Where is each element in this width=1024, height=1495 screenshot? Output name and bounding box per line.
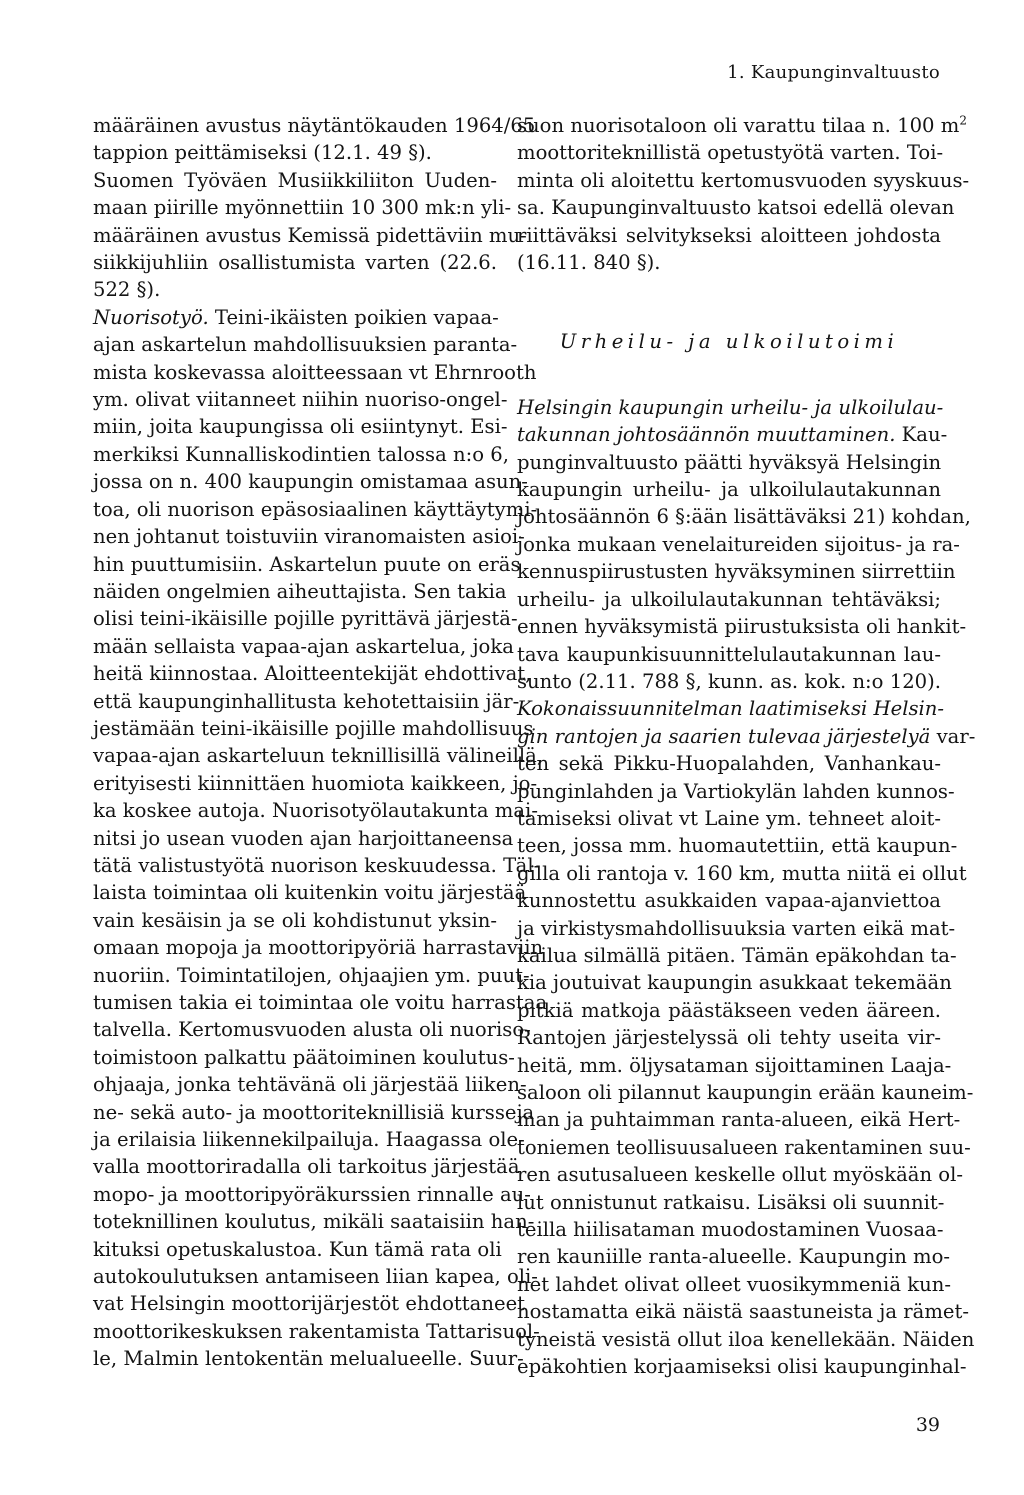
- text-line: urheilu- ja ulkoilulautakunnan tehtäväksi;: [517, 587, 941, 611]
- text-line: toa, oli nuorison epäsosiaalinen käyttäytymi-: [93, 497, 538, 521]
- text-line: kia joutuivat kaupungin asukkaat tekemään: [517, 971, 952, 995]
- running-header: 1. Kaupunginvaltuusto: [727, 62, 940, 83]
- text-line: maan piirille myönnettiin 10 300 mk:n yli-: [93, 196, 512, 220]
- text-line: toniemen teollisuusalueen rakentaminen suu-: [517, 1135, 971, 1159]
- text-line: siikkijuhliin osallistumista varten (22.6.: [93, 251, 497, 275]
- text-line: ja erilaisia liikennekilpailuja. Haagassa ole-: [93, 1128, 525, 1152]
- text-line: jossa on n. 400 kaupungin omistamaa asun-: [93, 470, 528, 494]
- text-line: laista toimintaa oli kuitenkin voitu järjestää: [93, 881, 527, 905]
- text-line: merkiksi Kunnalliskodintien talossa n:o 6,: [93, 442, 509, 466]
- text-line: ka koskee autoja. Nuorisotyölautakunta mai-: [93, 799, 538, 823]
- text-line: nen johtanut toistuviin viranomaisten asioi-: [93, 525, 525, 549]
- text-line: jonka mukaan venelaitureiden sijoitus- ja ra-: [517, 532, 960, 556]
- left-column: [93, 112, 548, 1373]
- text-line: tumisen takia ei toimintaa ole voitu harrastaa: [93, 991, 548, 1014]
- text-line: tyneistä vesistä ollut iloa kenellekään. Näiden: [517, 1327, 975, 1351]
- text-line: tätä valistustyötä nuorison keskuudessa. Täl-: [93, 853, 541, 877]
- text-line: (16.11. 840 §).: [517, 251, 661, 275]
- text-line: kituksi opetuskalustoa. Kun tämä rata oli: [93, 1237, 502, 1261]
- text-line: minta oli aloitettu kertomusvuoden syyskuus-: [517, 168, 970, 192]
- italic-title: Kokonaissuunnitelman laatimiseksi Helsin-: [517, 697, 945, 721]
- text-line: ten sekä Pikku-Huopalahden, Vanhankau-: [517, 752, 941, 776]
- text-line: nostamatta eikä näistä saastuneista ja rämet-: [517, 1300, 969, 1324]
- text-line: [517, 112, 967, 139]
- text-line: hin puuttumisiin. Askartelun puute on eräs: [93, 552, 521, 576]
- text-line: ohjaaja, jonka tehtävänä oli järjestää liiken-: [93, 1073, 527, 1097]
- subsection-label-nuorisotyo: Nuorisotyö.: [93, 305, 209, 329]
- text-line: teilla hiilisataman muodostaminen Vuosaa-: [517, 1218, 944, 1242]
- text-line: toimistoon palkattu päätoiminen koulutus-: [93, 1045, 515, 1069]
- text-line: vat Helsingin moottorijärjestöt ehdottaneet: [93, 1292, 526, 1316]
- text-line: [517, 723, 976, 750]
- text-line: net lahdet olivat olleet vuosikymmeniä kun-: [517, 1272, 951, 1296]
- spacer: [517, 356, 941, 394]
- section-heading: Urheilu- ja ulkoilutoimi: [559, 330, 899, 354]
- text-line: miin, joita kaupungissa oli esiintynyt. Esi-: [93, 415, 508, 439]
- text-line: ren asutusalueen keskelle ollut myöskään ol-: [517, 1163, 963, 1187]
- text-line: riittäväksi selvitykseksi aloitteen johdosta: [517, 223, 941, 247]
- text-line: 522 §).: [93, 278, 161, 302]
- italic-title: Helsingin kaupungin urheilu- ja ulkoilulau-: [517, 395, 944, 419]
- text-line: valla moottoriradalla oli tarkoitus järjestää: [93, 1155, 520, 1179]
- text-line: näiden ongelmien aiheuttajista. Sen takia: [93, 579, 507, 603]
- text-line: sa. Kaupunginvaltuusto katsoi edellä olevan: [517, 196, 955, 220]
- text-line: toteknillinen koulutus, mikäli saataisiin han-: [93, 1210, 535, 1234]
- text-line: talvella. Kertomusvuoden alusta oli nuoriso-: [93, 1018, 531, 1042]
- text-fragment: Kau-: [901, 423, 948, 447]
- text-line: heitä, mm. öljysataman sijoittaminen Laaja-: [517, 1053, 952, 1077]
- text-line: ren kauniille ranta-alueelle. Kaupungin mo-: [517, 1245, 951, 1269]
- text-line: kunnostettu asukkaiden vapaa-ajanviettoa: [517, 889, 941, 913]
- text-line: kailua silmällä pitäen. Tämän epäkohdan ta-: [517, 943, 957, 967]
- text-line: gilla oli rantoja v. 160 km, mutta niitä ei ollut: [517, 861, 967, 885]
- right-column: [517, 112, 976, 1380]
- italic-title: takunnan johtosäännön muuttaminen.: [517, 423, 896, 447]
- spacer: [517, 276, 941, 328]
- text-line: vapaa-ajan askarteluun teknillisillä välineillä,: [93, 744, 544, 768]
- text-line: tamiseksi olivat vt Laine ym. tehneet aloit-: [517, 806, 941, 830]
- text-line: erityisesti kiinnittäen huomiota kaikkeen, jo-: [93, 771, 538, 795]
- text-fragment: suon nuorisotaloon oli varattu tilaa n. 100 m: [517, 114, 960, 137]
- text-line: kennuspiirustusten hyväksyminen siirrettiin: [517, 560, 956, 584]
- text-line: nuoriin. Toimintatilojen, ohjaajien ym. puut-: [93, 963, 530, 987]
- text-line: [517, 421, 948, 448]
- text-line: omaan mopoja ja moottoripyöriä harrastaviin: [93, 936, 544, 960]
- text-line: sunto (2.11. 788 §, kunn. as. kok. n:o 120).: [517, 669, 941, 693]
- text-line: Rantojen järjestelyssä oli tehty useita vir-: [517, 1026, 941, 1050]
- text-line: tava kaupunkisuunnittelulautakunnan lau-: [517, 642, 941, 666]
- text-line: autokoulutuksen antamiseen liian kapea, oli-: [93, 1265, 538, 1289]
- text-line: ennen hyväksymistä piirustuksista oli hankit-: [517, 615, 967, 639]
- text-line: tappion peittämiseksi (12.1. 49 §).: [93, 141, 432, 165]
- text-line: pitkiä matkoja päästäkseen veden ääreen.: [517, 998, 941, 1022]
- text-line: ne- sekä auto- ja moottoriteknillisiä kursseja: [93, 1100, 535, 1124]
- text-line: määräinen avustus Kemissä pidettäviin mu-: [93, 223, 527, 247]
- text-line: johtosäännön 6 §:ään lisättäväksi 21) kohdan,: [517, 505, 971, 529]
- text-line: saloon oli pilannut kaupungin erään kauneim-: [517, 1081, 974, 1104]
- text-line: heitä kiinnostaa. Aloitteentekijät ehdottivat,: [93, 662, 532, 686]
- text-line: että kaupunginhallitusta kehotettaisiin jär-: [93, 689, 520, 713]
- text-fragment: Teini-ikäisten poikien vapaa-: [214, 305, 499, 329]
- text-line: vain kesäisin ja se oli kohdistunut yksin-: [93, 908, 497, 932]
- text-line: olisi teini-ikäisille pojille pyrittävä järjestä-: [93, 607, 518, 631]
- text-line: Suomen Työväen Musiikkiliiton Uuden-: [93, 168, 497, 192]
- text-line: le, Malmin lentokentän melualueelle. Suur-: [93, 1347, 524, 1371]
- text-line: [517, 695, 945, 722]
- text-line: ym. olivat viitanneet niihin nuoriso-ongel-: [93, 388, 508, 412]
- text-line: [517, 394, 944, 421]
- text-line: jestämään teini-ikäisille pojille mahdollisuus: [93, 716, 534, 740]
- text-line: moottorikeskuksen rakentamista Tattarisuol-: [93, 1319, 540, 1343]
- text-line: ajan askartelun mahdollisuuksien paranta-: [93, 333, 518, 357]
- text-line: teen, jossa mm. huomautettiin, että kaupun-: [517, 834, 958, 858]
- page-number: 39: [915, 1414, 940, 1436]
- text-line: mään sellaista vapaa-ajan askartelua, joka: [93, 634, 514, 658]
- text-line: nitsi jo usean vuoden ajan harjoittaneensa: [93, 826, 514, 850]
- text-fragment: var-: [936, 724, 976, 748]
- text-line: punginlahden ja Vartiokylän lahden kunnos-: [517, 779, 955, 803]
- text-line: [93, 304, 497, 331]
- text-line: mista koskevassa aloitteessaan vt Ehrnrooth: [93, 360, 537, 384]
- italic-title: gin rantojen ja saarien tulevaa järjestelyä: [517, 724, 931, 748]
- text-line: mopo- ja moottoripyöräkurssien rinnalle au-: [93, 1182, 531, 1206]
- text-line: punginvaltuusto päätti hyväksyä Helsingin: [517, 450, 942, 474]
- text-line: man ja puhtaimman ranta-alueen, eikä Hert-: [517, 1108, 961, 1132]
- text-line: epäkohtien korjaamiseksi olisi kaupunginhal-: [517, 1355, 967, 1379]
- text-line: moottoriteknillistä opetustyötä varten. Toi-: [517, 141, 944, 165]
- text-line: ja virkistysmahdollisuuksia varten eikä mat-: [517, 916, 956, 940]
- superscript: 2: [959, 113, 967, 128]
- text-line: lut onnistunut ratkaisu. Lisäksi oli suunnit-: [517, 1190, 945, 1214]
- text-line: määräinen avustus näytäntökauden 1964/65: [93, 114, 536, 137]
- text-line: kaupungin urheilu- ja ulkoilulautakunnan: [517, 478, 941, 502]
